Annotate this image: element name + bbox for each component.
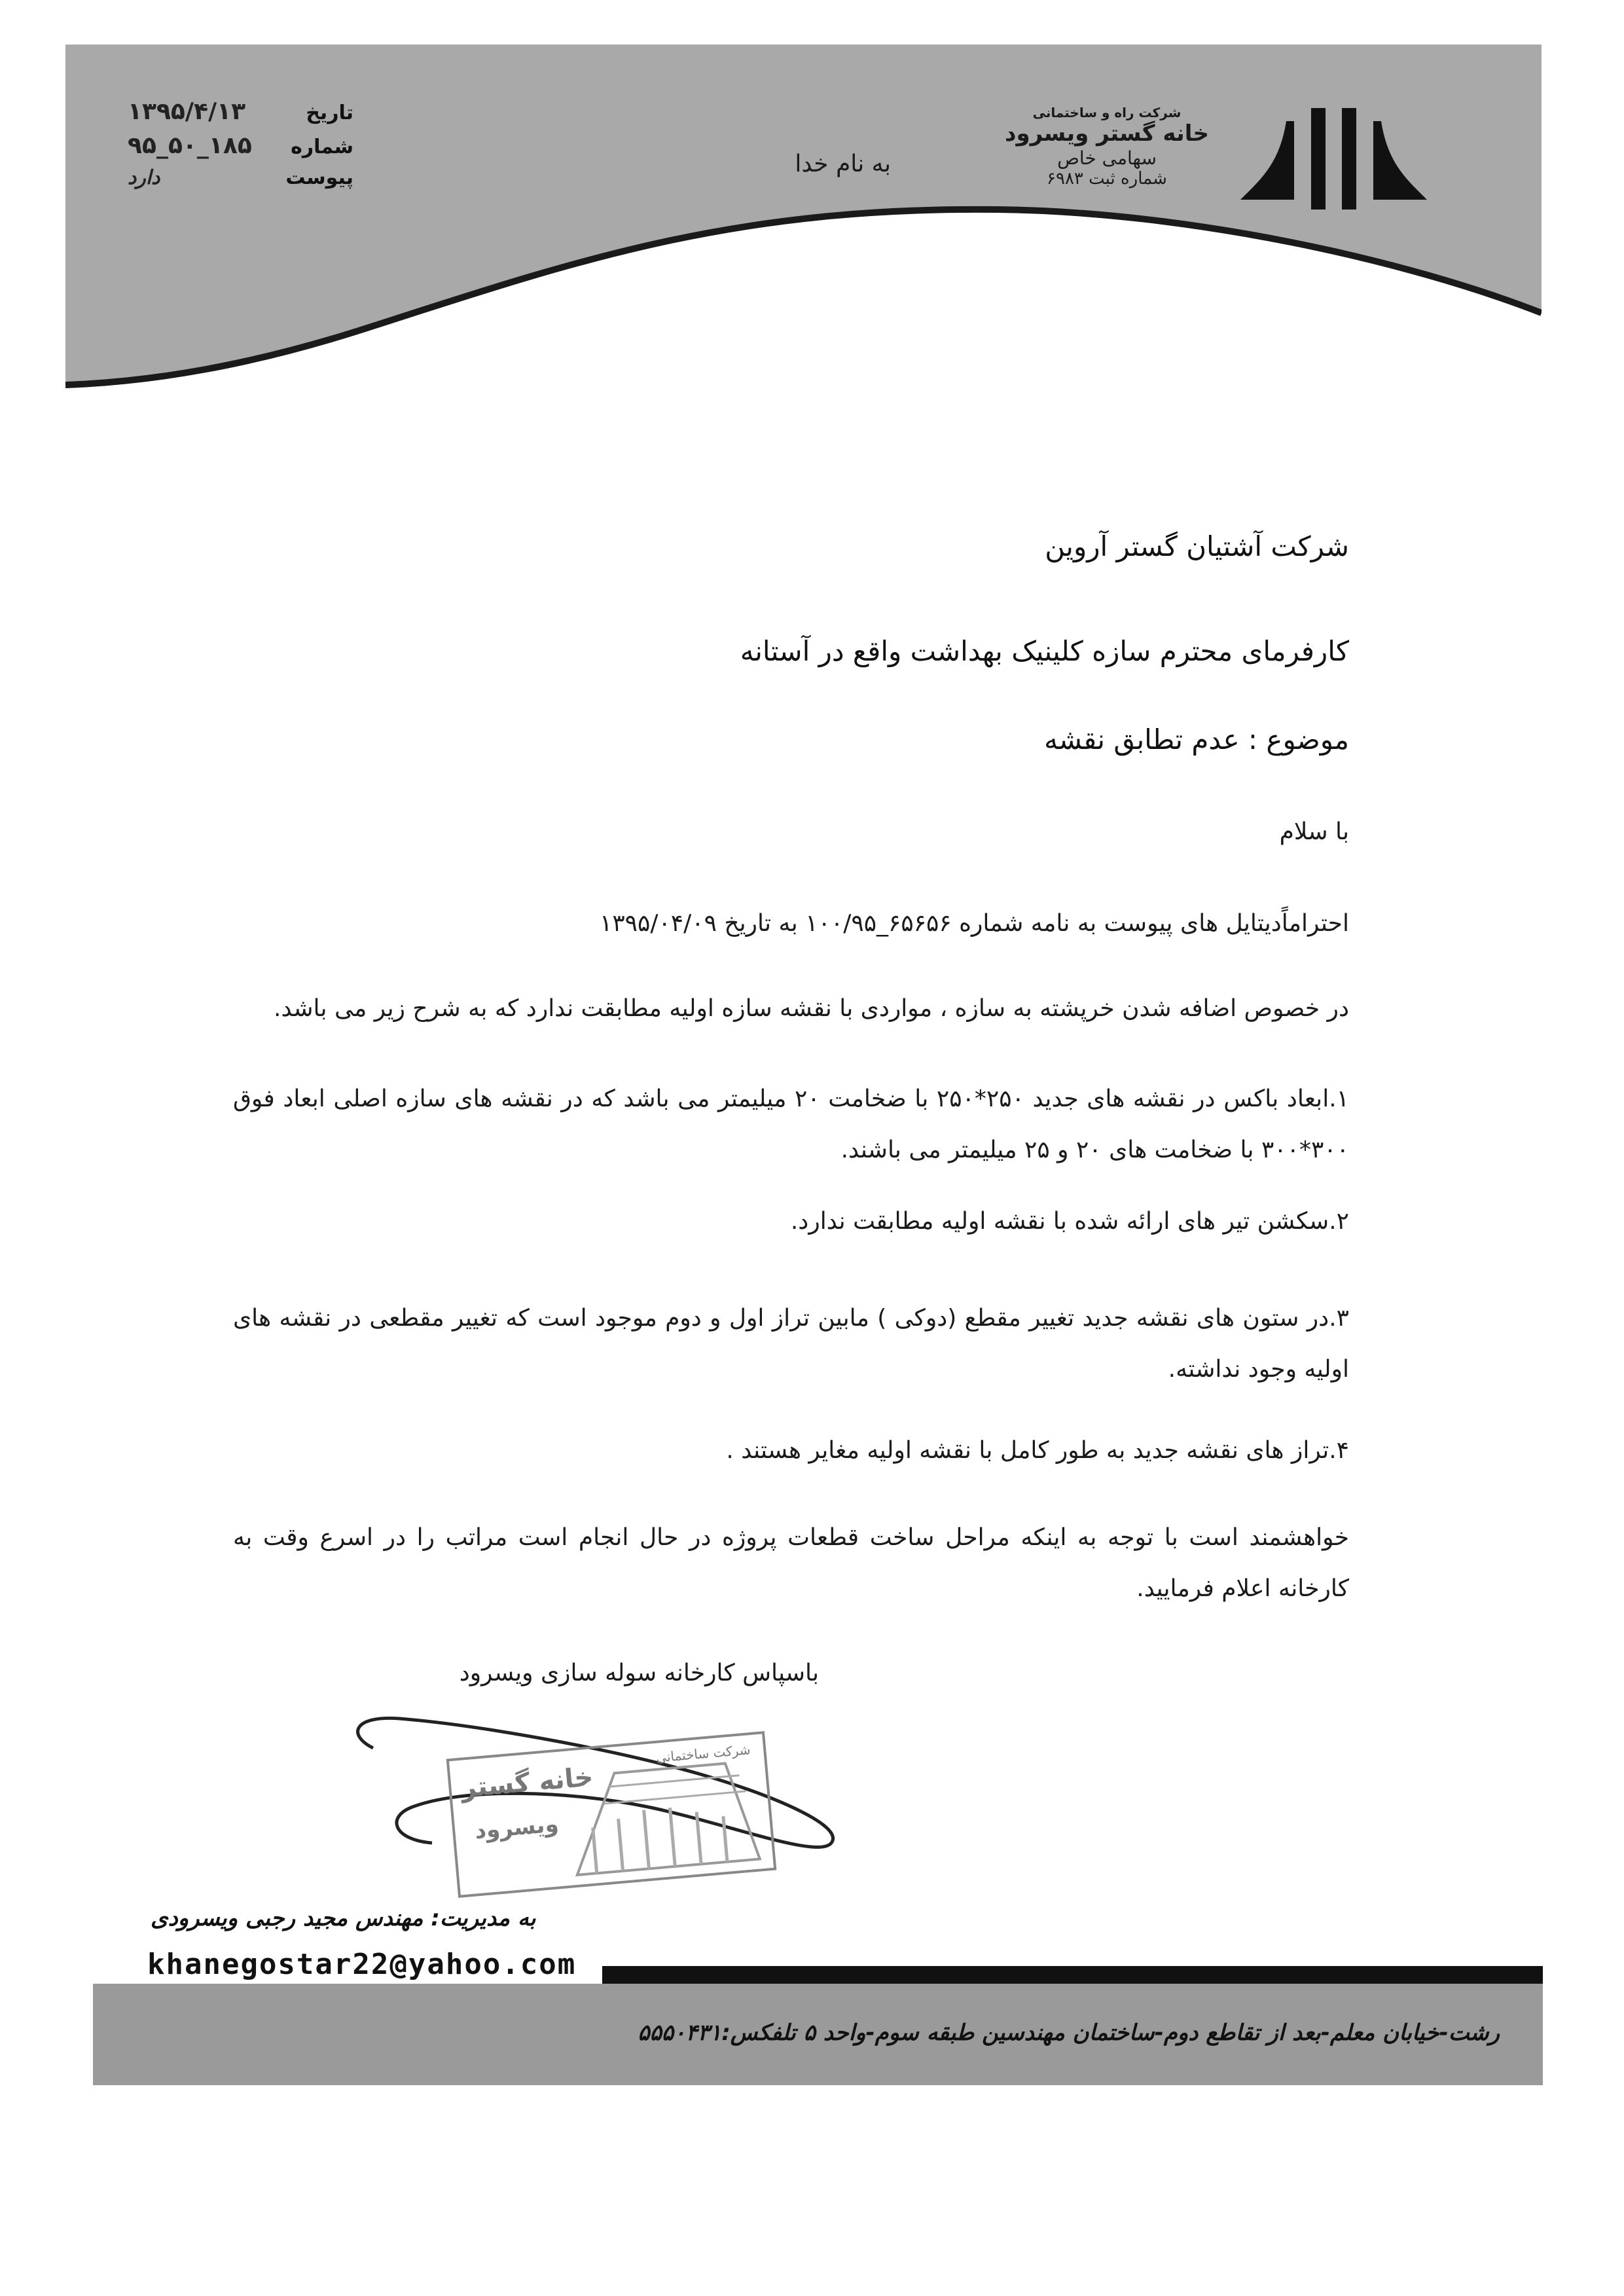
- company-name-block: [1002, 105, 1212, 190]
- paragraph-intro: در خصوص اضافه شدن خرپشته به سازه ، مواردی با نقشه سازه اولیه مطابقت ندارد که به شرح زیر می باشد.: [274, 995, 1349, 1022]
- date-field: [128, 98, 353, 132]
- date-label: تاریخ: [306, 101, 353, 124]
- stamp-main-text: خانه گستر: [460, 1762, 595, 1804]
- date-value: ۱۳۹۵/۴/۱۳: [128, 98, 246, 125]
- company-type: سهامی خاص: [1057, 147, 1157, 169]
- list-item-2: ۲.سکشن تیر های ارائه شده با نقشه اولیه مطابقت ندارد.: [790, 1208, 1349, 1235]
- attachment-label: پیوست: [285, 166, 353, 189]
- company-name: خانه گستر ویسرود: [1005, 120, 1209, 147]
- company-stamp: [446, 1731, 777, 1898]
- company-small: شرکت راه و ساختمانی: [1032, 105, 1182, 120]
- stamp-bottom-text: ویسرود: [473, 1811, 560, 1845]
- closing-paragraph: خواهشمند است با توجه به اینکه مراحل ساخت قطعات پروژه در حال انجام است مراتب را در اسرع وقت به کارخانه اعلام فرمایید.: [233, 1524, 1349, 1602]
- stamp-top-text: شرکت ساختمانی: [655, 1741, 751, 1766]
- list-item-1: ۱.ابعاد باکس در نقشه های جدید ۲۵۰*۲۵۰ با ضخامت ۲۰ میلیمتر می باشد که در نقشه های سازه اصلی ابعاد فوق ۳۰۰*۳۰۰ با ضخامت های ۲۰ و ۲۵ میلیمتر می باشند.: [233, 1085, 1349, 1163]
- list-item-3: ۳.در ستون های نقشه جدید تغییر مقطع (دوکی ) مابین تراز اول و دوم موجود است که تغییر مقطعی در نقشه های اولیه وجود نداشته.: [233, 1305, 1349, 1383]
- greeting: با سلام: [1279, 818, 1349, 845]
- header-fields: [128, 98, 353, 200]
- recipient-company: شرکت آشتیان گستر آروین: [1045, 530, 1349, 562]
- attachment-value: دارد: [128, 166, 160, 189]
- number-field: [128, 132, 353, 166]
- recipient-line: کارفرمای محترم سازه کلینیک بهداشت واقع در آستانه: [740, 635, 1349, 667]
- invocation: به نام خدا: [795, 151, 891, 177]
- manager-line: به مدیریت: مهندس مجید رجبی ویسرودی: [151, 1905, 536, 1931]
- thanks-line: باسپاس کارخانه سوله سازی ویسرود: [459, 1660, 819, 1686]
- footer-top-bar: [602, 1966, 1543, 1984]
- email-line: khanegostar22@yahoo.com: [147, 1948, 577, 1981]
- number-label: شماره: [291, 136, 353, 158]
- letter-subject: موضوع : عدم تطابق نقشه: [1044, 723, 1349, 756]
- list-item-4: ۴.تراز های نقشه جدید به طور کامل با نقشه اولیه مغایر هستند .: [726, 1437, 1349, 1464]
- paragraph-reference: احتراماًدیتایل های پیوست به نامه شماره ۶۵۶۵۶_۱۰۰/۹۵ به تاریخ ۱۳۹۵/۰۴/۰۹: [599, 910, 1349, 937]
- number-value: ۱۸۵_۵۰_۹۵: [128, 132, 252, 159]
- footer-address: رشت-خیابان معلم-بعد از تقاطع دوم-ساختمان مهندسین طبقه سوم-واحد ۵ تلفکس:۵۵۵۰۴۳۱: [638, 2020, 1500, 2046]
- company-registration: شماره ثبت ۶۹۸۳: [1047, 169, 1167, 189]
- attachment-field: [128, 166, 353, 200]
- company-logo: [1234, 101, 1434, 216]
- company-logo-icon: [1234, 101, 1434, 216]
